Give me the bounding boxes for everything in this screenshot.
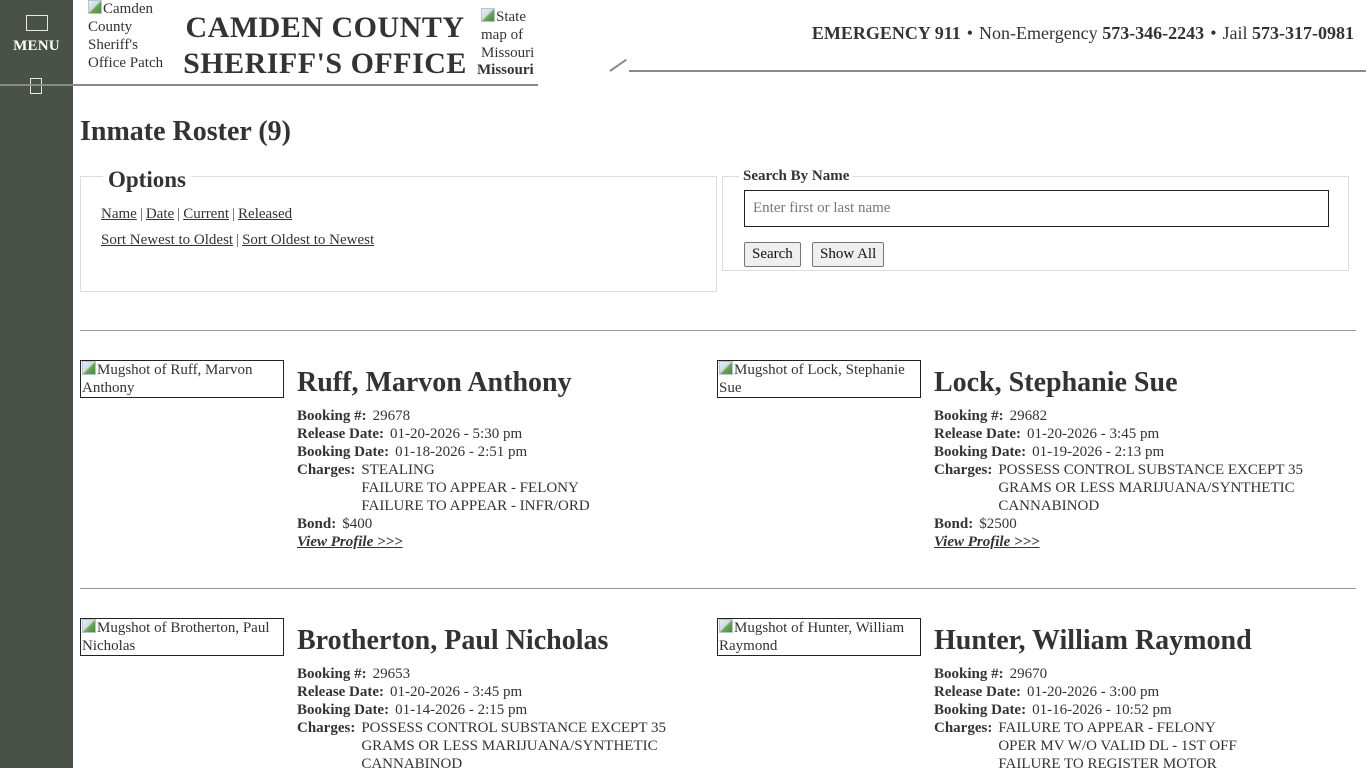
inmate-details: Booking #: 29678 Release Date: 01-20-2026 - 5:30 pm Booking Date: 01-18-2026 - 2:51 pm Charges: STEALING FAILURE TO APPEAR - FELONY FAILURE TO APPEAR - INFR/ORD Bond: $400 View Profile >>>: [297, 408, 590, 550]
non-emergency-label: Non-Emergency: [979, 23, 1098, 43]
booking-number: 29678: [372, 408, 411, 424]
release-date: 01-20-2026 - 3:45 pm: [1027, 426, 1160, 442]
site-title[interactable]: CAMDEN COUNTY SHERIFF'S OFFICE: [183, 11, 467, 80]
sort-oldest-link[interactable]: Sort Oldest to Newest: [242, 232, 375, 248]
header-divider-diagonal: [609, 59, 627, 72]
search-input[interactable]: [744, 190, 1329, 227]
mugshot-image[interactable]: Mugshot of Hunter, William Raymond: [717, 618, 921, 656]
mugshot-image[interactable]: Mugshot of Ruff, Marvon Anthony: [80, 360, 284, 398]
filter-current-link[interactable]: Current: [183, 206, 230, 222]
mugshot-image[interactable]: Mugshot of Brotherton, Paul Nicholas: [80, 618, 284, 656]
header-divider: [0, 84, 538, 86]
inmate-name: Brotherton, Paul Nicholas: [297, 625, 609, 656]
inmate-details: Booking #: 29653 Release Date: 01-20-2026 - 3:45 pm Booking Date: 01-14-2026 - 2:15 pm Charges: POSSESS CONTROL SUBSTANCE EXCEPT 35 GRAMS OR LESS MARIJUANA/SYNTHETIC CANNABINOD: [297, 665, 717, 773]
inmate-name: Ruff, Marvon Anthony: [297, 367, 572, 398]
filter-date-link[interactable]: Date: [145, 206, 175, 222]
options-panel: [80, 167, 717, 292]
filter-name-link[interactable]: Name: [101, 206, 137, 222]
square-icon[interactable]: [30, 78, 42, 94]
booking-date: 01-19-2026 - 2:13 pm: [1032, 444, 1165, 460]
filter-released-link[interactable]: Released: [238, 206, 293, 222]
missouri-map-image: State map of Missouri: [481, 9, 535, 61]
booking-number: 29670: [1009, 666, 1048, 682]
broken-image-icon: [82, 619, 96, 633]
bond-amount: $2500: [979, 516, 1017, 532]
options-legend: Options: [103, 167, 191, 193]
broken-image-icon: [82, 361, 96, 375]
inmate-name: Hunter, William Raymond: [934, 625, 1252, 656]
menu-label: MENU: [13, 38, 60, 54]
search-button[interactable]: Search: [744, 242, 801, 267]
search-panel: [722, 168, 1349, 271]
booking-date: 01-16-2026 - 10:52 pm: [1032, 702, 1172, 718]
state-label: Missouri: [477, 62, 534, 78]
release-date: 01-20-2026 - 3:00 pm: [1027, 684, 1160, 700]
contact-bar: EMERGENCY 911 • Non-Emergency 573-346-2243 • Jail 573-317-0981: [811, 23, 1354, 43]
divider: [80, 588, 1356, 589]
sheriff-patch-image[interactable]: Camden County Sheriff's Office Patch: [88, 1, 164, 71]
booking-number: 29653: [372, 666, 411, 682]
charges-list: POSSESS CONTROL SUBSTANCE EXCEPT 35 GRAMS OR LESS MARIJUANA/SYNTHETIC CANNABINOD: [998, 462, 1304, 514]
booking-date: 01-14-2026 - 2:15 pm: [395, 702, 528, 718]
menu-icon: [26, 15, 48, 31]
broken-image-icon: [88, 0, 102, 14]
sidebar: [0, 0, 73, 768]
inmate-details: Booking #: 29682 Release Date: 01-20-2026 - 3:45 pm Booking Date: 01-19-2026 - 2:13 pm Charges: POSSESS CONTROL SUBSTANCE EXCEPT 35 GRAMS OR LESS MARIJUANA/SYNTHETIC CANNABINOD Bond: $2500 View Profile >>>: [934, 407, 1354, 551]
header-divider-right: [629, 70, 1366, 72]
booking-number: 29682: [1009, 408, 1048, 424]
jail-number[interactable]: 573-317-0981: [1252, 23, 1354, 43]
show-all-button[interactable]: Show All: [812, 242, 884, 267]
divider: [80, 330, 1356, 331]
view-profile-link[interactable]: View Profile >>>: [934, 534, 1040, 550]
charges-list: FAILURE TO APPEAR - FELONY OPER MV W/O VALID DL - 1ST OFF FAILURE TO REGISTER MOTOR: [998, 720, 1237, 772]
sort-links: Sort Newest to Oldest | Sort Oldest to Newest: [101, 232, 375, 248]
sort-newest-link[interactable]: Sort Newest to Oldest: [101, 232, 234, 248]
jail-label: Jail: [1222, 23, 1248, 43]
non-emergency-number[interactable]: 573-346-2243: [1102, 23, 1205, 43]
charges-list: STEALING FAILURE TO APPEAR - FELONY FAILURE TO APPEAR - INFR/ORD: [361, 462, 590, 514]
emergency-label: EMERGENCY 911: [811, 23, 961, 43]
charges-list: POSSESS CONTROL SUBSTANCE EXCEPT 35 GRAMS OR LESS MARIJUANA/SYNTHETIC CANNABINOD: [361, 720, 667, 772]
broken-image-icon: [481, 8, 495, 22]
broken-image-icon: [719, 361, 733, 375]
inmate-name: Lock, Stephanie Sue: [934, 367, 1178, 398]
page-title: Inmate Roster (9): [80, 116, 291, 147]
broken-image-icon: [719, 619, 733, 633]
release-date: 01-20-2026 - 3:45 pm: [390, 684, 523, 700]
mugshot-image[interactable]: Mugshot of Lock, Stephanie Sue: [717, 360, 921, 398]
view-profile-link[interactable]: View Profile >>>: [297, 534, 403, 550]
menu-button[interactable]: [0, 12, 73, 60]
bond-amount: $400: [342, 516, 373, 532]
release-date: 01-20-2026 - 5:30 pm: [390, 426, 523, 442]
booking-date: 01-18-2026 - 2:51 pm: [395, 444, 528, 460]
filter-links: Name | Date | Current | Released: [101, 206, 293, 222]
search-legend: Search By Name: [739, 168, 853, 185]
inmate-details: Booking #: 29670 Release Date: 01-20-2026 - 3:00 pm Booking Date: 01-16-2026 - 10:52 pm Charges: FAILURE TO APPEAR - FELONY OPER MV W/O VALID DL - 1ST OFF FAILURE TO REGISTER MOTOR: [934, 666, 1237, 772]
